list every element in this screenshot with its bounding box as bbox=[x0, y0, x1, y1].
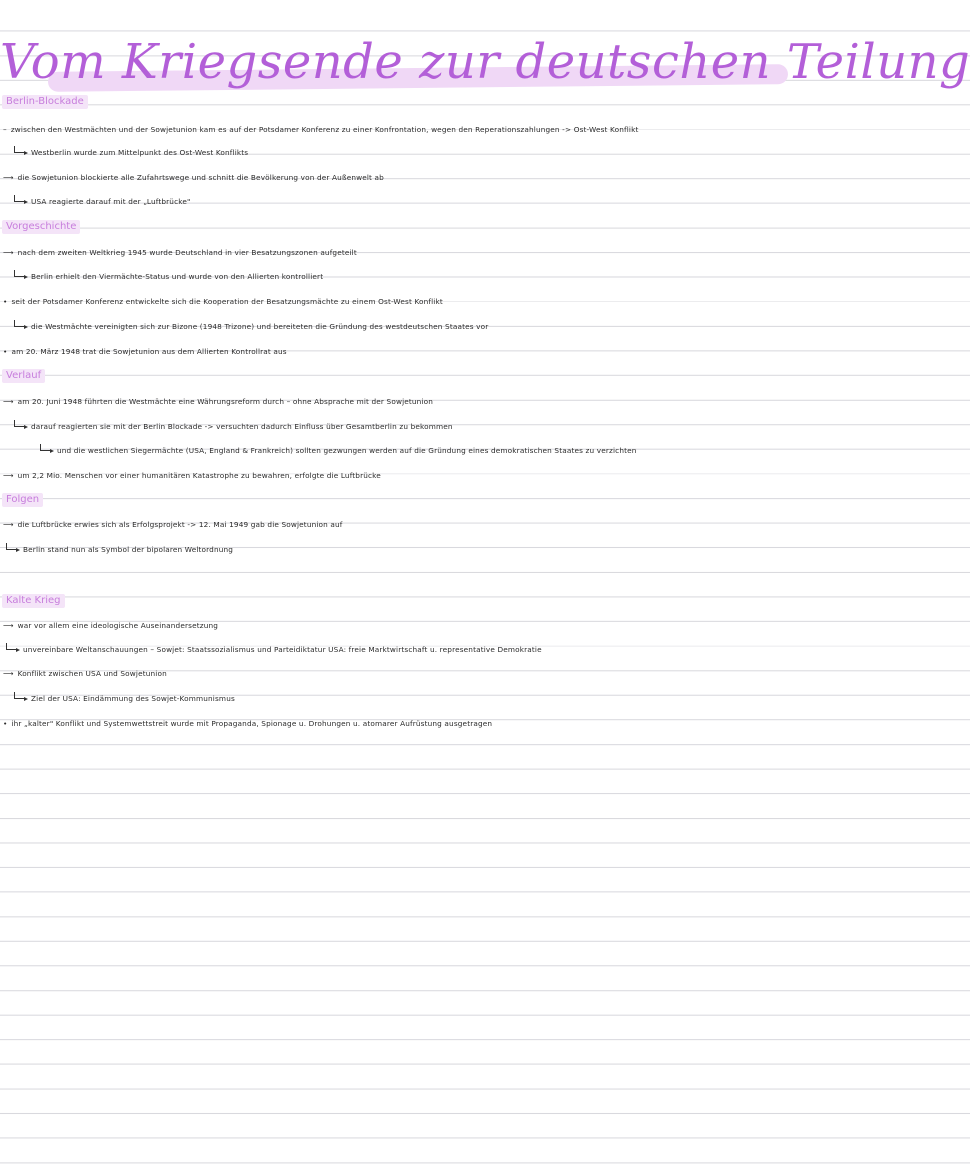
dot-bullet: • bbox=[3, 719, 8, 728]
hook-arrow-icon bbox=[40, 444, 52, 451]
dot-bullet: • bbox=[3, 297, 8, 306]
note-line bbox=[3, 395, 433, 409]
arrow-icon: ⟶ bbox=[3, 397, 14, 406]
heading-kalter-krieg: Kalte Krieg bbox=[2, 594, 65, 608]
heading-verlauf: Verlauf bbox=[2, 369, 45, 383]
arrow-icon: ⟶ bbox=[3, 669, 14, 678]
note-line bbox=[14, 270, 323, 284]
note-line bbox=[3, 667, 167, 681]
note-text: die Sowjetunion blockierte alle Zufahrtswege und schnitt die Bevölkerung von der Außenwelt ab bbox=[17, 173, 384, 182]
note-line bbox=[14, 320, 488, 334]
note-line bbox=[14, 420, 453, 434]
note-text: zwischen den Westmächten und der Sowjetunion kam es auf der Potsdamer Konferenz zu einer Konfrontation, wegen den Reperationszahlungen -> Ost-West Konflikt bbox=[10, 125, 639, 134]
note-line bbox=[3, 171, 384, 185]
note-text: darauf reagierten sie mit der Berlin Blockade -> versuchten dadurch Einfluss über Gesamtberlin zu bekommen bbox=[31, 422, 453, 431]
note-line bbox=[14, 146, 248, 160]
hook-arrow-icon bbox=[6, 543, 18, 550]
heading-folgen: Folgen bbox=[2, 493, 43, 507]
note-line bbox=[3, 619, 218, 633]
note-text: nach dem zweiten Weltkrieg 1945 wurde Deutschland in vier Besatzungszonen aufgeteilt bbox=[17, 248, 357, 257]
heading-berlin-blockade: Berlin-Blockade bbox=[2, 95, 88, 109]
hook-arrow-icon bbox=[14, 692, 26, 699]
note-line bbox=[3, 295, 443, 309]
heading-vorgeschichte: Vorgeschichte bbox=[2, 220, 80, 234]
note-text: um 2,2 Mio. Menschen vor einer humanitären Katastrophe zu bewahren, erfolgte die Luftbrücke bbox=[17, 471, 381, 480]
note-line bbox=[6, 543, 233, 557]
note-line bbox=[40, 444, 637, 458]
note-line bbox=[3, 469, 381, 483]
hook-arrow-icon bbox=[14, 195, 26, 202]
note-text: war vor allem eine ideologische Auseinandersetzung bbox=[17, 621, 219, 630]
note-text: und die westlichen Siegermächte (USA, England & Frankreich) sollten gezwungen werden auf die Gründung eines demokratischen Staates zu verzichten bbox=[57, 446, 637, 455]
arrow-icon: ⟶ bbox=[3, 173, 14, 182]
note-text: ihr „kalter" Konflikt und Systemwettstreit wurde mit Propaganda, Spionage u. Drohungen u. atomarer Aufrüstung ausgetragen bbox=[11, 719, 493, 728]
dash-bullet: – bbox=[3, 125, 7, 134]
note-text: unvereinbare Weltanschauungen – Sowjet: Staatssozialismus und Parteidiktatur USA: freie Marktwirtschaft u. representative Demokratie bbox=[23, 645, 542, 654]
hook-arrow-icon bbox=[14, 420, 26, 427]
dot-bullet: • bbox=[3, 347, 8, 356]
title-area bbox=[0, 22, 970, 102]
note-text: Berlin stand nun als Symbol der bipolaren Weltordnung bbox=[23, 545, 234, 554]
note-text: Konflikt zwischen USA und Sowjetunion bbox=[17, 669, 167, 678]
note-text: seit der Potsdamer Konferenz entwickelte sich die Kooperation der Besatzungsmächte zu einem Ost-West Konflikt bbox=[11, 297, 443, 306]
note-line bbox=[3, 246, 357, 260]
note-line bbox=[14, 195, 191, 209]
note-line bbox=[3, 717, 492, 731]
note-text: Berlin erhielt den Viermächte-Status und wurde von den Allierten kontrolliert bbox=[31, 272, 324, 281]
page-title: Vom Kriegsende zur deutschen Teilung bbox=[0, 34, 970, 90]
note-line bbox=[3, 518, 343, 532]
arrow-icon: ⟶ bbox=[3, 621, 14, 630]
hook-arrow-icon bbox=[6, 643, 18, 650]
note-text: am 20. März 1948 trat die Sowjetunion aus dem Allierten Kontrollrat aus bbox=[11, 347, 287, 356]
note-text: am 20. Juni 1948 führten die Westmächte eine Währungsreform durch – ohne Absprache mit der Sowjetunion bbox=[17, 397, 434, 406]
note-line bbox=[3, 345, 287, 359]
arrow-icon: ⟶ bbox=[3, 471, 14, 480]
note-line bbox=[6, 643, 542, 657]
note-line bbox=[3, 123, 638, 137]
hook-arrow-icon bbox=[14, 320, 26, 327]
arrow-icon: ⟶ bbox=[3, 520, 14, 529]
hook-arrow-icon bbox=[14, 146, 26, 153]
arrow-icon: ⟶ bbox=[3, 248, 14, 257]
note-line bbox=[14, 692, 235, 706]
hook-arrow-icon bbox=[14, 270, 26, 277]
note-text: Ziel der USA: Eindämmung des Sowjet-Kommunismus bbox=[31, 694, 235, 703]
note-text: USA reagierte darauf mit der „Luftbrücke" bbox=[31, 197, 191, 206]
note-text: die Westmächte vereinigten sich zur Bizone (1948 Trizone) und bereiteten die Gründung des westdeutschen Staates vor bbox=[31, 322, 489, 331]
note-text: Westberlin wurde zum Mittelpunkt des Ost-West Konflikts bbox=[31, 148, 249, 157]
note-text: die Luftbrücke erwies sich als Erfolgsprojekt -> 12. Mai 1949 gab die Sowjetunion auf bbox=[17, 520, 343, 529]
